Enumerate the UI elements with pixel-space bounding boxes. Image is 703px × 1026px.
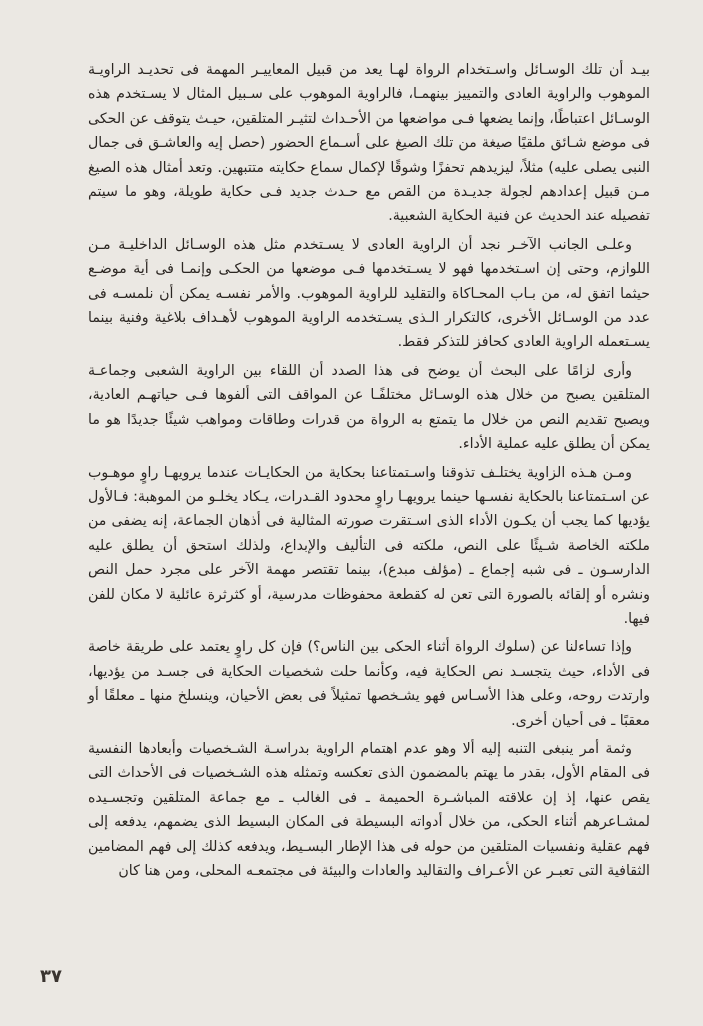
page-number: ٣٧ bbox=[40, 966, 62, 987]
paragraph: بيـد أن تلك الوسـائل واسـتخدام الرواة لهـا يعد من قبيل المعاييـر المهمة فى تحديـد الراويـة الموهوب والراوية العادى والتمييز بينهمـا، فالراوية الموهوب على سـبيل المثال لا يسـتخدم هذه الوسـائل اعتباطًا، وإنما يضعها فـى مواضعها من الأحـداث لتثيـر المتلقين، حيـث يتوقف عن الحكى فى موضع شـائق ملقيًا صيغة من تلك الصيغ على أسـماع الحضور (حصل إيه والعاشـق فى جمال النبى يصلى عليه) مثلاً، ليزيدهم تحفزًا وشوقًا لإكمال سماع حكايته متتبهين. وتعد أمثال هذه الصيغ مـن قبيل إعدادهم لجولة جديـدة من القص مع حـدث جديد فـى حكاية طويلة، وهو ما سيتم تفصيله عند الحديث عن فنية الحكاية الشعبية. bbox=[88, 62, 650, 225]
body-text bbox=[88, 58, 650, 887]
paragraph: وعلـى الجانب الآخـر نجد أن الراوية العادى لا يسـتخدم مثل هذه الوسـائل الداخليـة مـن اللوازم، وحتى إن اسـتخدمها فهو لا يسـتخدمها فـى موضعها من الحكـى وإنمـا فى أية موضـع حيثما اتفق له، من بـاب المحـاكاة والتقليد للراوية الموهوب. والأمر نفسـه يمكن أن نلمسـه فى عدد من الوسـائل الأخرى، كالتكرار الـذى يسـتخدمه الراوية الموهوب لأهـداف بلاغية وفنية بينما يسـتعمله الراوية العادى كحافز للتذكر فقط. bbox=[88, 236, 650, 351]
paragraph: وإذا تساءلنا عن (سلوك الرواة أثناء الحكى بين الناس؟) فإن كل راوٍ يعتمد على طريقة خاصة فى الأداء، حيث يتجسـد نص الحكاية فيه، وكأنما حلت شخصيات الحكاية فى جسـد من يؤديها، وارتدت روحه، وعلى هذا الأسـاس فهو يشـخصها تمثيلاً فى بعض الأحيان، وينسلخ منها ـ معلقًا أو معقبًا ـ فى أحيان أخرى. bbox=[88, 639, 650, 729]
paragraph: وثمة أمر ينبغى التنبه إليه ألا وهو عدم اهتمام الراوية بدراسـة الشـخصيات وأبعادها النفسية فى المقام الأول، بقدر ما يهتم بالمضمون الذى تعكسه وتمثله هذه الشـخصيات فى الأحداث التى يقص عنها، إذ إن علاقته المباشـرة الحميمة ـ فى الغالب ـ مع جماعة المتلقين وتجسـيده لمشـاعرهم أثناء الحكى، من خلال أدواته البسيطة فى المكان البسيط الذى يضمهم، يدفعه إلى فهم عقلية ونفسيات المتلقين من حوله فى هذا الإطار البسـيط، ويدفعه كذلك إلى فهم المضامين الثقافية التى تعبـر عن الأعـراف والتقاليد والعادات والبيئة فى مجتمعـه المحلى، ومن هنا كان bbox=[88, 740, 650, 879]
paragraph: وأرى لزامًا على البحث أن يوضح فى هذا الصدد أن اللقاء بين الراوية الشعبى وجماعـة المتلقين يصبح من خلال هذه الوسـائل مختلفًـا عن المواقف التى ألفوها فـى حياتهـم العادية، ويصبح تقديم النص من خلال ما يتمتع به الرواة من قدرات وطاقات ومواهب شيئًا جديدًا هو ما يمكن أن يطلق عليه عملية الأداء. bbox=[88, 362, 650, 453]
paragraph: ومـن هـذه الزاوية يختلـف تذوقنا واسـتمتاعنا بحكاية من الحكايـات عندما يرويهـا راوٍ موهـوب عن اسـتمتاعنا بالحكاية نفسـها حينما يرويهـا راوٍ محدود القـدرات، يـكاد يخلـو من الموهبة: فـالأول يؤديها كما يجب أن يكـون الأداء الذى اسـتقرت صورته المثالية فى أذهان الجماعة، إنه يضفى من ملكته الخاصة شـيئًا على النص، ملكته فى التأليف والإبداع، ولذلك استحق أن يطلق عليه الدارسـون ـ فى شبه إجماع ـ (مؤلف مبدع)، بينما تقتصر مهمة الآخر على مجرد حمل النص ونشره أو إلقائه بالصورة التى تعن له كقطعة محفوظات مدرسية، أو كثرثرة عائلية لا مكان للفن فيها. bbox=[88, 464, 650, 627]
